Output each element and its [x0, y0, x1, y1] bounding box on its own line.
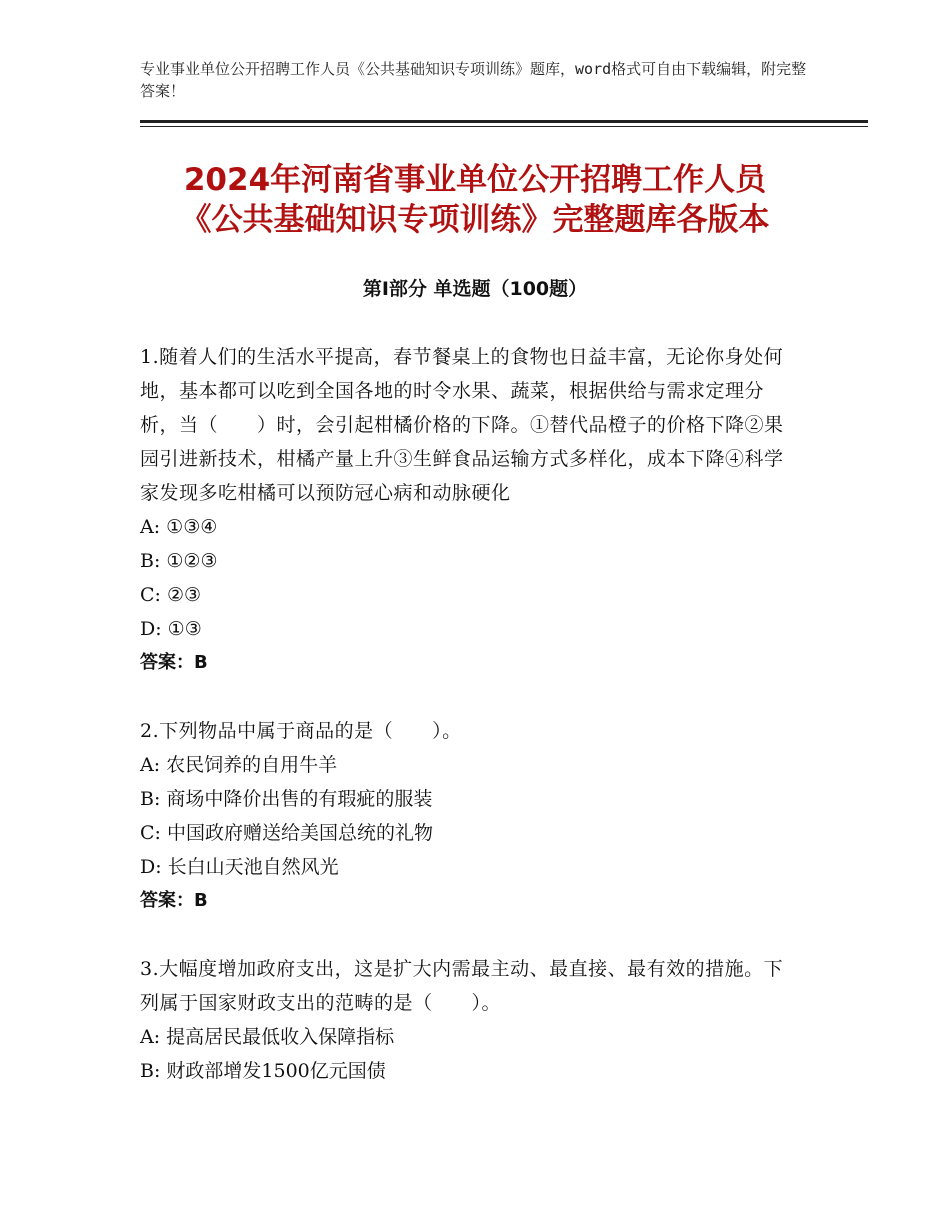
section-title: 第Ⅰ部分 单选题（100题） [362, 278, 588, 300]
option-c: C: ②③ [140, 584, 202, 606]
option-d: D: ①③ [140, 618, 202, 640]
question-3 [140, 952, 802, 1088]
header-note: 专业事业单位公开招聘工作人员《公共基础知识专项训练》题库，word格式可自由下载编辑，附完整答案！ [140, 60, 807, 100]
option-a: A: 提高居民最低收入保障指标 [140, 1026, 395, 1048]
option-a: A: ①③④ [140, 516, 218, 538]
question-stem: 2.下列物品中属于商品的是（ ）。 [140, 720, 462, 742]
question-stem: 3.大幅度增加政府支出，这是扩大内需最主动、最直接、最有效的措施。下列属于国家财政支出的范畴的是（ ）。 [140, 958, 784, 1014]
question-1 [140, 340, 802, 680]
option-b: B: 商场中降价出售的有瑕疵的服装 [140, 788, 433, 810]
document-title-line-2: 《公共基础知识专项训练》完整题库各版本 [180, 202, 770, 238]
header-divider-thick [140, 120, 868, 123]
document-title-line-1: 2024年河南省事业单位公开招聘工作人员 [183, 162, 767, 198]
option-c: C: 中国政府赠送给美国总统的礼物 [140, 822, 433, 844]
option-d: D: 长白山天池自然风光 [140, 856, 339, 878]
question-list [140, 340, 802, 1122]
header-divider-thin [140, 126, 868, 127]
question-stem: 1.随着人们的生活水平提高，春节餐桌上的食物也日益丰富，无论你身处何地，基本都可以吃到全国各地的时令水果、蔬菜，根据供给与需求定理分析，当（ ）时，会引起柑橘价格的下降。①替代品橙子的价格下降②果园引进新技术，柑橘产量上升③生鲜食品运输方式多样化，成本下降④科学家发现多吃柑橘可以预防冠心病和动脉硬化 [140, 346, 784, 504]
option-b: B: ①②③ [140, 550, 218, 572]
document-title [100, 160, 850, 240]
answer: 答案：B [140, 890, 208, 911]
answer: 答案：B [140, 652, 208, 673]
option-b: B: 财政部增发1500亿元国债 [140, 1060, 386, 1082]
option-a: A: 农民饲养的自用牛羊 [140, 754, 338, 776]
question-2 [140, 714, 802, 918]
